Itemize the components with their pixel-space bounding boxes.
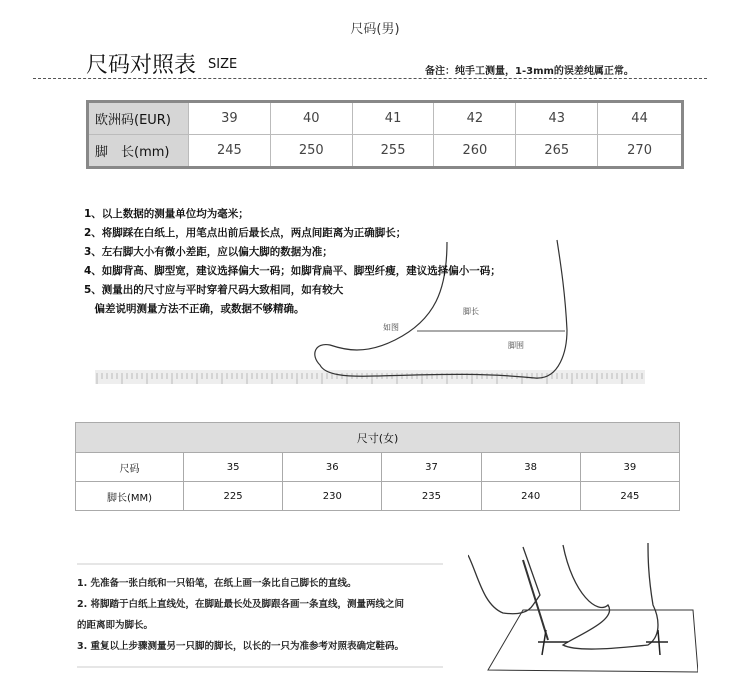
women-table-title: 尺寸(女) bbox=[76, 423, 680, 453]
table-cell: 250 bbox=[270, 135, 352, 168]
page-title: 尺码(男) bbox=[350, 22, 400, 37]
note-item: 4、如脚背高、脚型宽，建议选择偏大一码；如脚背扁平、脚型纤瘦，建议选择偏小一码； bbox=[84, 265, 501, 277]
note-item: 5、测量出的尺寸应与平时穿着尺码大致相同，如有较大 bbox=[84, 284, 344, 296]
step-item: 1. 先准备一张白纸和一只铅笔，在纸上画一条比自己脚长的直线。 bbox=[77, 578, 357, 589]
table-cell: 38 bbox=[481, 453, 580, 482]
table-cell: 39 bbox=[189, 102, 271, 135]
table-cell: 36 bbox=[283, 453, 382, 482]
table-row bbox=[76, 482, 680, 511]
row-header: 尺码 bbox=[76, 453, 184, 482]
paper bbox=[488, 610, 698, 672]
table-cell: 270 bbox=[598, 135, 683, 168]
as-shown-label: 如图 bbox=[383, 323, 399, 332]
table-cell: 265 bbox=[516, 135, 598, 168]
measurement-note: 备注：纯手工测量，1-3mm的误差纯属正常。 bbox=[425, 66, 634, 77]
note-item: 1、以上数据的测量单位均为毫米； bbox=[84, 208, 249, 220]
table-cell: 35 bbox=[184, 453, 283, 482]
table-row bbox=[76, 453, 680, 482]
table-cell: 245 bbox=[580, 482, 679, 511]
table-row bbox=[88, 102, 683, 135]
women-size-table bbox=[75, 422, 680, 511]
table-row bbox=[88, 135, 683, 168]
table-cell: 230 bbox=[283, 482, 382, 511]
table-cell: 260 bbox=[434, 135, 516, 168]
note-item: 2、将脚踩在白纸上，用笔点出前后最长点，两点间距离为正确脚长； bbox=[84, 227, 407, 239]
foot-length-label: 脚长 bbox=[463, 307, 479, 316]
table-cell: 225 bbox=[184, 482, 283, 511]
step-item: 的距离即为脚长。 bbox=[77, 620, 154, 631]
table-cell: 42 bbox=[434, 102, 516, 135]
foot-outline bbox=[563, 543, 658, 649]
table-cell: 39 bbox=[580, 453, 679, 482]
foot-girth-label: 脚围 bbox=[508, 341, 524, 350]
foot-drawing-illustration bbox=[468, 535, 698, 685]
table-cell: 235 bbox=[382, 482, 481, 511]
dashed-divider bbox=[33, 78, 707, 79]
pencil bbox=[523, 560, 548, 640]
size-chart-subtitle: SIZE bbox=[208, 57, 238, 72]
note-item: 偏差说明测量方法不正确，或数据不够精确。 bbox=[84, 303, 305, 315]
row-header: 欧洲码(EUR) bbox=[88, 102, 189, 135]
note-item: 3、左右脚大小有微小差距，应以偏大脚的数据为准； bbox=[84, 246, 333, 258]
measurement-notes bbox=[84, 205, 501, 319]
divider bbox=[77, 563, 443, 565]
mark-line bbox=[658, 630, 660, 655]
table-cell: 43 bbox=[516, 102, 598, 135]
table-cell: 255 bbox=[352, 135, 434, 168]
table-cell: 37 bbox=[382, 453, 481, 482]
step-item: 2. 将脚踏于白纸上直线处，在脚趾最长处及脚跟各画一条直线，测量两线之间 bbox=[77, 599, 405, 610]
size-chart-title: 尺码对照表 bbox=[86, 53, 197, 78]
measurement-steps bbox=[77, 573, 404, 657]
table-cell: 44 bbox=[598, 102, 683, 135]
men-size-table bbox=[86, 100, 684, 169]
step-item: 3. 重复以上步骤测量另一只脚的脚长，以长的一只为准参考对照表确定鞋码。 bbox=[77, 641, 405, 652]
row-header: 脚长(MM) bbox=[76, 482, 184, 511]
row-header: 脚 长(mm) bbox=[88, 135, 189, 168]
table-cell: 40 bbox=[270, 102, 352, 135]
divider bbox=[77, 666, 443, 668]
table-cell: 240 bbox=[481, 482, 580, 511]
table-cell: 41 bbox=[352, 102, 434, 135]
table-cell: 245 bbox=[189, 135, 271, 168]
